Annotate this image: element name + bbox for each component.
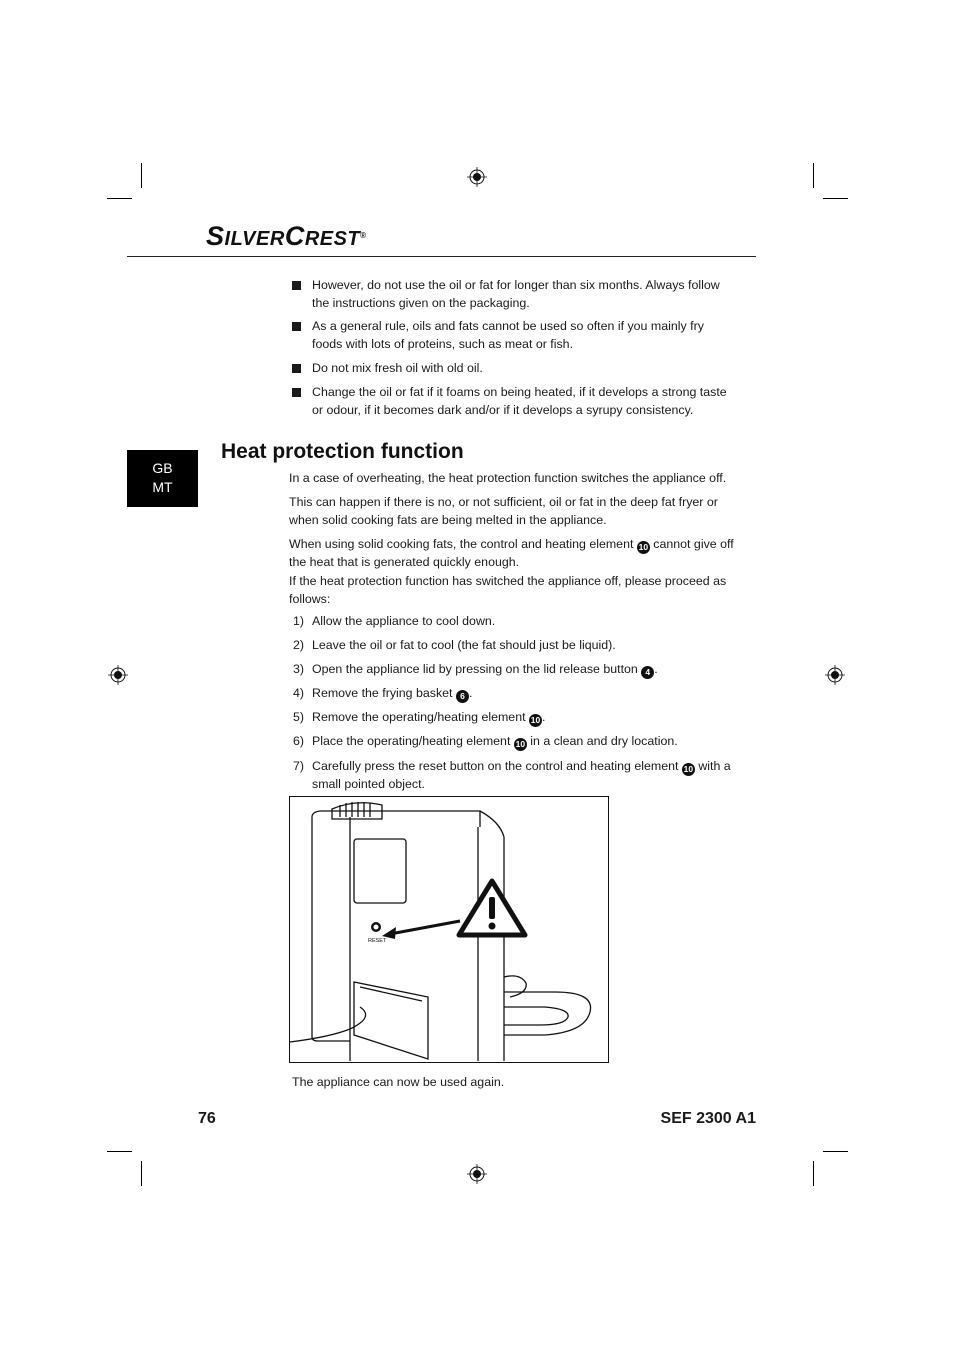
bullet-square-icon (292, 364, 301, 373)
language-tab: GB MT (127, 450, 198, 507)
step-item: 3) Open the appliance lid by pressing on the lid release button 4 . (293, 662, 658, 677)
reference-number-badge: 10 (683, 764, 694, 774)
step-item: 7) Carefully press the reset button on the control and heating element 10 with a small pointed object. (293, 759, 731, 791)
reset-button-illustration (289, 796, 609, 1063)
crop-mark (141, 1161, 142, 1186)
bullet-item: As a general rule, oils and fats cannot be used so often if you mainly fry foods with lots of proteins, such as meat or fish. (292, 318, 732, 353)
brand-logo: SILVERCREST® (206, 221, 367, 251)
paragraph: In a case of overheating, the heat protection function switches the appliance off. (289, 471, 727, 485)
bullet-item: Do not mix fresh oil with old oil. (292, 360, 732, 378)
registration-mark-icon (825, 665, 845, 685)
reference-number-badge: 4 (641, 666, 654, 679)
registration-mark-icon (108, 665, 128, 685)
step-item: 2) Leave the oil or fat to cool (the fat should just be liquid). (293, 638, 616, 652)
step-item: 1) Allow the appliance to cool down. (293, 614, 496, 628)
registration-mark-icon (467, 167, 487, 187)
crop-mark (813, 1161, 814, 1186)
bullet-square-icon (292, 388, 301, 397)
reset-label: RESET (368, 938, 387, 944)
paragraph: When using solid cooking fats, the control and heating element 10 cannot give off the heat that is generated quickly enough. (289, 537, 734, 569)
appliance-drawing (290, 797, 607, 1061)
crop-mark (813, 163, 814, 188)
header-rule (127, 256, 756, 257)
section-title: Heat protection function (221, 440, 464, 463)
paragraph: If the heat protection function has switched the appliance off, please proceed as follows: (289, 574, 727, 606)
reference-number-badge: 6 (456, 690, 469, 703)
reference-number-badge: 10 (530, 715, 541, 725)
crop-mark (141, 163, 142, 188)
bullet-square-icon (292, 281, 301, 290)
crop-mark (823, 198, 848, 199)
bullet-item: Change the oil or fat if it foams on being heated, if it develops a strong taste or odour, if it becomes dark and/or if it develops a syrupy consistency. (292, 384, 732, 419)
reference-number-badge: 10 (638, 542, 649, 552)
step-item: 5) Remove the operating/heating element 10 . (293, 710, 546, 725)
crop-mark (107, 1151, 132, 1152)
registration-mark-icon (467, 1164, 487, 1184)
crop-mark (107, 198, 132, 199)
crop-mark (823, 1151, 848, 1152)
bullet-item: However, do not use the oil or fat for longer than six months. Always follow the instructions given on the packaging. (292, 277, 732, 312)
bullet-square-icon (292, 322, 301, 331)
step-item: 4) Remove the frying basket 6 . (293, 686, 473, 701)
page-number: 76 (198, 1110, 216, 1127)
reference-number-badge: 10 (515, 739, 526, 749)
step-item: 6) Place the operating/heating element 10 in a clean and dry location. (293, 734, 678, 749)
paragraph: The appliance can now be used again. (292, 1075, 505, 1089)
paragraph: This can happen if there is no, or not sufficient, oil or fat in the deep fat fryer or when solid cooking fats are being melted in the appliance. (289, 495, 718, 527)
model-number: SEF 2300 A1 (660, 1110, 756, 1127)
